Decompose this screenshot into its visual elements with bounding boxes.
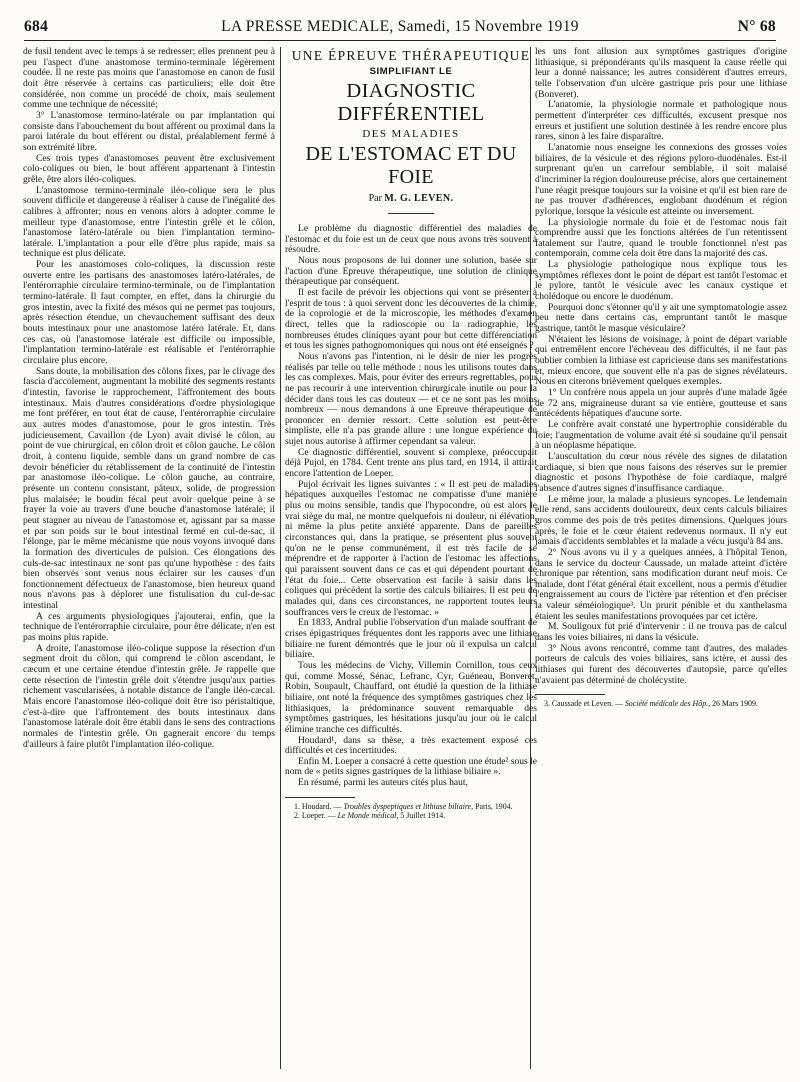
article-title-block: [285, 48, 537, 214]
article-subtitle: DE L'ESTOMAC ET DU FOIE: [305, 143, 517, 188]
paragraph: de fusil tendent avec le temps à se redresser; elles prennent peu à peu l'aspect d'une anastomose termino-terminale légèrement coudée. Il ne reste pas moins que l'anastomose en canon de fusil doit être réservée à certains cas particuliers; elle doit être considérée, non comme un procédé de choix, mais seulement comme une technique de nécessité;: [23, 47, 275, 111]
column-rule-left: [280, 47, 281, 1069]
footnote-label: 3. Caussade et Leven. —: [544, 699, 625, 709]
byline-prefix: Par: [368, 193, 382, 204]
paragraph: Il est facile de prévoir les objections qui vont se présenter à l'esprit de tous : à quoi servent donc les découvertes de la chimie, de la coprologie et de la microscopie, les méthodes d'examen direct, telles que la radioscopie ou la radiographie, les nombreuses études cliniques ayant pour but cette différenciation et tous les signes pathognomoniques qui nous ont été enseignés ?: [285, 286, 537, 352]
paragraph: Pour les anastomoses colo-coliques, la discussion reste ouverte entre les partisans des anastomoses latéro-latérales, de l'entérorraphie circulaire termino-terminale, ou de l'implantation termino-latérale. Il faut compter, en effet, dans la chirurgie du gros intestin, avec la fixité des mésos qui ne permet pas toujours, après résection étendue, un chevauchement suffisant des deux bouts intestinaux pour une anastomose latéro latérale. Et, dans ces cas, où l'anastomose latérale est difficile ou impossible, l'implantation termino-latérale est réalisable et l'entérorraphie circulaire plus encore.: [23, 259, 275, 367]
paragraph: Ces trois types d'anastomoses peuvent être exclusivement colo-coliques ou bien, le bout afférent appartenant à l'intestin grêle, être alors iléo-coliques.: [23, 152, 275, 185]
paragraph: Le confrère avait constaté une hypertrophie considérable du foie; l'augmentation de volume avait été si soudaine qu'il pensait à un néoplasme hépatique.: [535, 418, 787, 452]
title-divider: [388, 213, 434, 214]
paragraph: En résumé, parmi les auteurs cités plus haut,: [298, 777, 468, 789]
running-header: [24, 18, 776, 41]
article-kicker: UNE ÉPREUVE THÉRAPEUTIQUE: [291, 48, 531, 63]
article-body-continued: [535, 47, 787, 686]
paragraph: Le même jour, la malade a plusieurs syncopes. Le lendemain elle rend, sans accidents douloureux, deux cents calculs biliaires gros comme des pois de très petites dimensions. Quelques jours après, le foie et le cœur étaient redevenus normaux. Il n'y eut jamais d'accidents semblables et la malade a vécu jusqu'à 84 ans.: [535, 493, 787, 548]
article-title: DIAGNOSTIC DIFFÉRENTIEL: [337, 80, 485, 125]
footnote-label: 1. Houdard. —: [294, 801, 344, 811]
paragraph: Enfin M. Loeper a consacré à cette question une étude² sous le nom de « petits signes gastriques de la lithiase biliaire ».: [285, 755, 537, 778]
paragraph: Le problème du diagnostic différentiel des maladies de l'estomac et du foie est un de ceux que nous avons très souvent à résoudre.: [285, 223, 537, 256]
paragraph: Sans doute, la mobilisation des côlons fixes, par le clivage des fascia d'accolement, augmentant la mobilité des segments restants d'intestin, favorise le rapprochement, l'affrontement des bouts intestinaux. Mais d'autres considérations d'ordre physiologique me font préférer, en tout état de cause, l'entérorraphie circulaire aux autres modes d'anastomose, pour le gros intestin. Très judicieusement, Cavaillon (de Lyon) avait divisé le côlon, au point de vue chirurgical, en côlon droit et côlon gauche. Le côlon droit, à contenu liquide, semble dans un grand nombre de cas devoir bénéficier du rétablissement de la continuité de l'intestin par anastomose iléo-colique. Le côlon gauche, au contraire, présente un contenu consistant, pâteux, solide, de progression plus malaisée; le boudin fécal peut avoir quelque peine à se frayer la voie au travers d'une bouche d'anastomose latérale; il peut stagner au niveau de l'anastomose et, agissant par sa masse et par son poids sur le bout intestinal fermé en cul-de-sac, il l'élonge, par le même mécanisme que nous voyons invoqué dans la formation des diverticules de pulsion. Ces élongations des culs-de-sac intestinaux ne sont pas qu'une hypothèse : des faits bien observés sont venus nous éclairer sur les causes d'un fonctionnement défectueux de l'anastomose, bien heureux quand nous n'avons pas à déplorer une fistulisation du cul-de-sac intestinal: [23, 365, 275, 612]
footnote-source: Société médicale des Hôp.,: [624, 699, 711, 709]
article-body: [285, 224, 537, 789]
paragraph: 3° L'anastomose termino-latérale ou par implantation qui consiste dans l'abouchement du bout afférent ou proximal dans la paroi latérale du bout efférent ou distal, préalablement fermé à son extrémité libre.: [23, 109, 275, 153]
article-title-connector: DES MALADIES: [362, 128, 460, 140]
footnotes: [535, 699, 787, 708]
paragraph: Pujol écrivait les lignes suivantes : « Il est peu de maladies hépatiques auxquelles l'estomac ne compatisse d'une manière plus ou moins sensible, tandis que l'hypocondre, où est alors le vrai siège du mal, ne montre quelquefois ni douleur, ni élévation, ni même la plus petite anxiété apparente. Dans de pareilles circonstances qui, dans la pratique, se présentent plus souvent qu'on ne le pense communément, il est très facile de se méprendre et de rapporter à l'action de l'estomac les affections qui paraissent souvent dans ce cas et qui dépendent pourtant de l'état du foie... Cette observation est facile à saisir dans les coliques qui précèdent la sortie des calculs biliaires. Il est peu de malades qui, dans ces circonstances, ne rapportent toutes leurs souffrances vers le creux de l'estomac. »: [285, 478, 537, 618]
paragraph: Nous n'avons pas l'intention, ni le désir de nier les progrès réalisés par telle ou telle méthode : nous les utilisons toutes dans les cas complexes. Mais, pour éviter des erreurs regrettables, pour ne pas recourir à une intervention chirurgicale inutile ou pour la décider dans tous les cas douteux — et ce ne sont pas les moins nombreux — nous demandons à une Epreuve thérapeutique de prononcer en dernier ressort. Cette solution est peut-être simpliste, elle n'a pas grande allure : une longue expérience du sujet nous autorise à affirmer cependant sa valeur.: [285, 350, 537, 448]
paragraph: A droite, l'anastomose iléo-colique suppose la résection d'un segment droit du côlon, qui comprend le côlon ascendant, le cæcum et une certaine étendue d'intestin grêle. Je rappelle que cette résection de l'intestin grêle doit s'étendre jusqu'aux parties richement vascularisées, à notable distance de l'angle iléo-cæcal. Mais encore l'anastomose iléo-colique doit être iso péristaltique, c'est-à-dire que l'affrontement des bouts intestinaux dans l'anastomose latérale doit être établi dans le sens des contractions normales de l'intestin grêle. On gagnerait encore du temps d'ailleurs à faire plutôt l'implantation iléo-colique.: [23, 642, 275, 750]
column-left: [23, 47, 275, 1069]
footnote-details: Paris, 1904.: [473, 801, 513, 811]
article-subhead: SIMPLIFIANT LE: [369, 66, 453, 77]
paragraph: Pourquoi donc s'étonner qu'il y ait une symptomatologie assez peu nette dans certains cas, empruntant tantôt le masque gastrique, tantôt le masque vésiculaire?: [535, 301, 787, 335]
paragraph: La physiologie pathologique nous explique tous les symptômes réflexes dont le point de départ est tantôt l'estomac et le pylore, tantôt le vésicule avec les canaux cystique et cholédoque ou encore le duodénum.: [535, 259, 787, 303]
paragraph: A ces arguments physiologiques j'ajouterai, enfin, que la technique de l'entérorraphie circulaire, pour être délicate, n'en est pas moins plus rapide.: [23, 610, 275, 644]
paragraph: 1° Un confrère nous appela un jour auprès d'une malade âgée de 72 ans, migraineuse durant sa vie entière, goutteuse et sans antécédents hépatiques d'aucune sorte.: [535, 387, 787, 420]
paragraph: 2° Nous avons vu il y a quelques années, à l'hôpital Tenon, dans le service du docteur Caussade, un malade atteint d'ictère chronique par rétention, sans modification durant neuf mois. Ce malade, dont l'état général était excellent, nous a permis d'étudier l'engraissement au cours de l'ictère par rétention et d'en préciser la valeur séméiologique³. Un prurit pénible et du xanthelasma étaient les seules manifestations provoquées par cet ictère.: [535, 546, 787, 622]
footnote-source: Troubles dyspeptiques et lithiase biliaire,: [343, 801, 474, 811]
paragraph: Houdard¹, dans sa thèse, a très exactement exposé ces difficultés et ces incertitudes.: [285, 734, 537, 757]
paragraph: M. Souligoux fut prié d'intervenir : il ne trouva pas de calcul dans les voies biliaires, ni dans la vésicule.: [535, 621, 787, 644]
footnote-details: 5 Juillet 1914.: [398, 811, 446, 821]
paragraph: L'anastomose termino-terminale iléo-colique sera le plus souvent difficile et dangereuse à réaliser à cause de l'inégalité des calibres à affronter; nous en venons alors à adopter comme le meilleur type d'anastomose, entre l'intestin grêle et le côlon, l'anastomose latéro-latérale ou bien l'implantation termino-latérale. L'implantation a pour elle d'être plus rapide, mais sa technique est plus délicate.: [23, 184, 275, 260]
paragraph: L'anatomie nous enseigne les connexions des grosses voies biliaires, de la vésicule et des régions pyloro-duodénales. Est-il surprenant qu'en un carrefour semblable, il soit malaisé d'incriminer la région douloureuse précise, alors que certainement l'une réagit presque toujours sur la voisine et qu'il est bien rare de ne pas trouver d'adhérences, englobant duodénum et région pylorique, lorsque la vésicule est atteinte ou inversement.: [535, 141, 787, 217]
footnote: [285, 811, 537, 820]
paragraph: N'étaient les lésions de voisinage, à point de départ variable qui entremêlent encore l'écheveau des difficultés, il ne faut pas oublier combien la lithiase est capricieuse dans ses manifestations et, mieux encore, que souvent elle n'a pas de signes révélateurs. Nous en citerons brièvement quelques exemples.: [535, 333, 787, 388]
footnote-label: 2. Loeper. —: [294, 811, 338, 821]
footnote-details: 26 Mars 1909.: [710, 699, 758, 709]
paragraph: Nous nous proposons de lui donner une solution, basée sur l'action d'une Epreuve thérapeutique, une solution de clinique thérapeutique par conséquent.: [285, 254, 537, 288]
paragraph: 3° Nous avons rencontré, comme tant d'autres, des malades porteurs de calculs des voies biliaires, sans ictère, et aussi des lithiases qui furent des découvertes d'autopsie, parce qu'elles n'avaient pas déterminé de cholécystite.: [535, 642, 787, 686]
footnote: [285, 802, 537, 811]
column-right: [535, 47, 787, 1069]
footnote: [535, 699, 787, 708]
footnote-divider: [535, 694, 605, 695]
paragraph: En 1833, Andral publie l'observation d'un malade souffrant de crises épigastriques fréquentes dont les rapports avec une lithiase biliaire ne furent démontrés que le jour où il expulsa un calcul biliaire.: [285, 617, 537, 661]
paragraph: Tous les médecins de Vichy, Villemin Cornillon, tous ceux qui, comme Mossé, Sénac, Lefranc, Cyr, Guéneau, Bonveret, Robin, Soupault, Chauffard, ont étudié la question de la lithiase biliaire, ont noté la fréquence des symptômes gastriques chez les lithiasiques, la prédominance souvent remarquable des symptômes gastriques, les hésitations jusqu'au jour où le calcul élimine tranche ces difficultés.: [285, 659, 537, 735]
paragraph: les uns font allusion aux symptômes gastriques d'origine lithiasique, si prépondérants qu'ils masquent la cause réelle qui leur a donné naissance; les autres considèrent d'autres erreurs, telle l'observation d'un ulcère gastrique pris pour une lithiase (Bonveret).: [535, 47, 787, 100]
column-middle: [285, 47, 537, 1069]
running-title: LA PRESSE MEDICALE, Samedi, 15 Novembre 1919: [221, 18, 579, 35]
paragraph: L'anatomie, la physiologie normale et pathologique nous permettent d'interpréter ces difficultés, excusent presque nos erreurs et justifient une solution destinée à les rendre encore plus rares, sinon à les faire disparaître.: [535, 99, 787, 143]
footnote-divider: [285, 797, 355, 798]
footnote-source: Le Monde médical,: [337, 811, 399, 821]
paragraph: La physiologie normale du foie et de l'estomac nous fait comprendre aussi que les fonctions altérées de l'un retentissent fatalement sur l'autre, quand le trouble fonctionnel n'est pas contemporain, comme cela doit être dans la majorité des cas.: [535, 216, 787, 260]
paragraph: Ce diagnostic différentiel, souvent si complexe, préoccupait déjà Pujol, en 1784. Cent trente ans plus tard, en 1914, il attirait encore l'attention de Loeper.: [285, 446, 537, 480]
footnotes: [285, 802, 537, 821]
paragraph: L'auscultation du cœur nous révèle des signes de dilatation cardiaque, si bien que nous faisons des réserves sur le premier diagnostic et posons l'hypothèse de foie cardiaque, malgré l'absence d'autres signes d'insuffisance cardiaque.: [535, 450, 787, 494]
issue-number: N° 68: [737, 18, 776, 35]
article-byline: [285, 193, 537, 205]
byline-author: M. G. LEVEN.: [384, 193, 454, 204]
page-number: 684: [24, 18, 49, 35]
